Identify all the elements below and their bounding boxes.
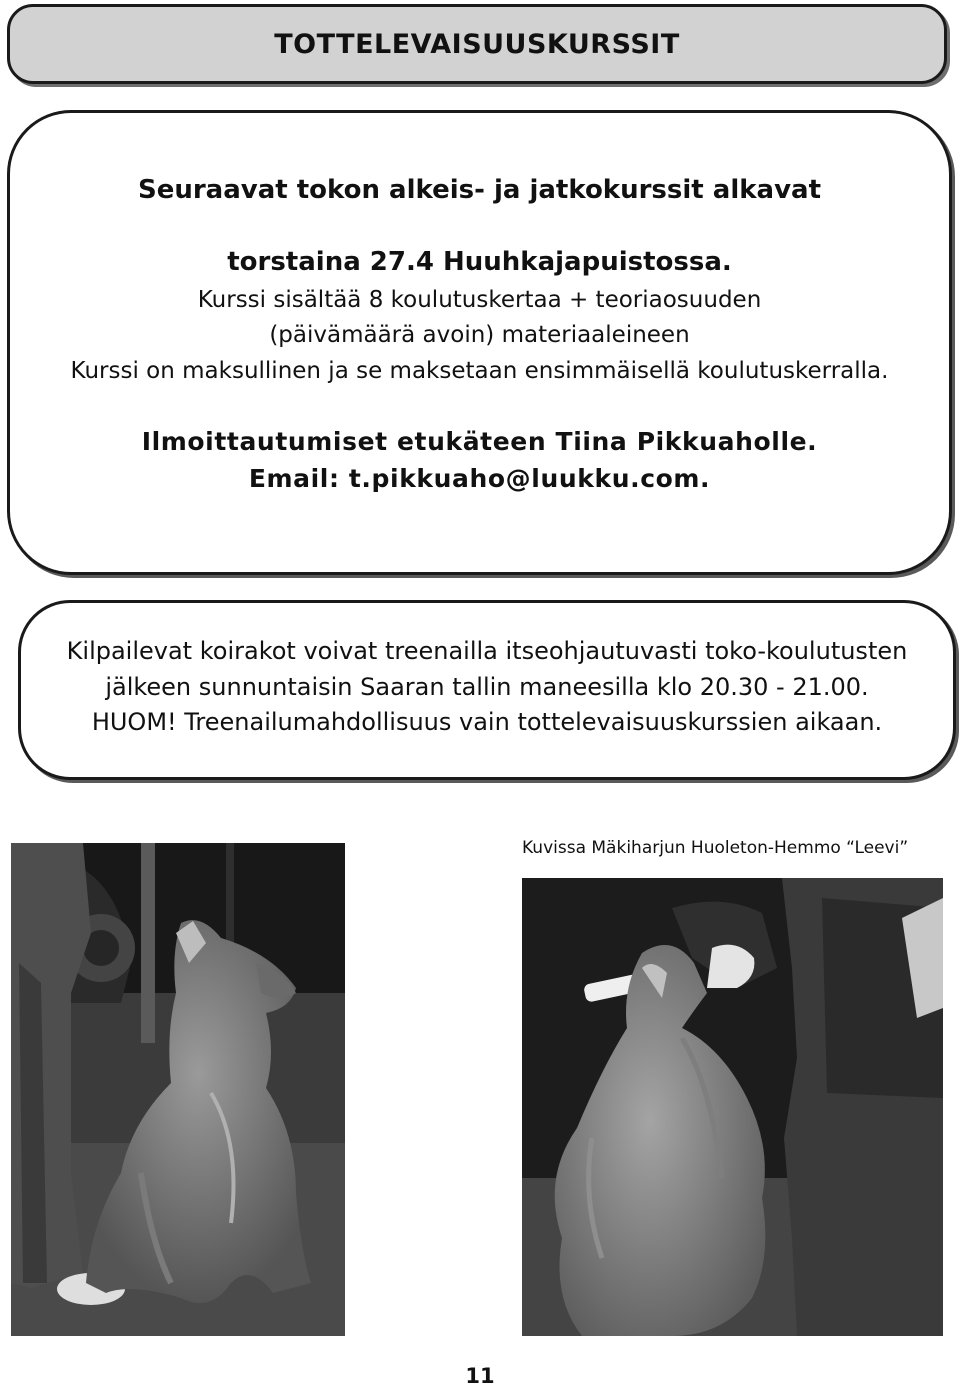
course-heading-line-2: torstaina 27.4 Huuhkajapuistossa. (227, 247, 732, 277)
course-detail-line: (päivämäärä avoin) materiaaleineen (269, 322, 690, 348)
signup-line: Ilmoittautumiset etukäteen Tiina Pikkuaholle. (141, 427, 818, 456)
course-info-box (7, 110, 952, 575)
training-line: jälkeen sunnuntaisin Saaran tallin maneesilla klo 20.30 - 21.00. (105, 673, 869, 701)
title-banner (7, 4, 947, 84)
training-info-box (18, 600, 956, 780)
email-line: Email: t.pikkuaho@luukku.com. (248, 464, 711, 493)
photo-caption: Kuvissa Mäkiharjun Huoleton-Hemmo “Leevi” (522, 838, 909, 858)
training-line: Kilpailevat koirakot voivat treenailla itseohjautuvasti toko-koulutusten (66, 637, 908, 665)
page-number: 11 (465, 1364, 495, 1388)
page-title: TOTTELEVAISUUSKURSSIT (274, 28, 680, 60)
course-detail-line: Kurssi sisältää 8 koulutuskertaa + teoriaosuuden (197, 287, 762, 313)
training-line: HUOM! Treenailumahdollisuus vain tottelevaisuuskurssien aikaan. (91, 708, 883, 736)
course-detail-line: Kurssi on maksullinen ja se maksetaan ensimmäisellä koulutuskerralla. (70, 358, 889, 384)
dog-photo-right (522, 878, 943, 1336)
dog-photo-left (11, 843, 345, 1336)
course-heading-line-1: Seuraavat tokon alkeis- ja jatkokurssit alkavat (137, 175, 821, 205)
